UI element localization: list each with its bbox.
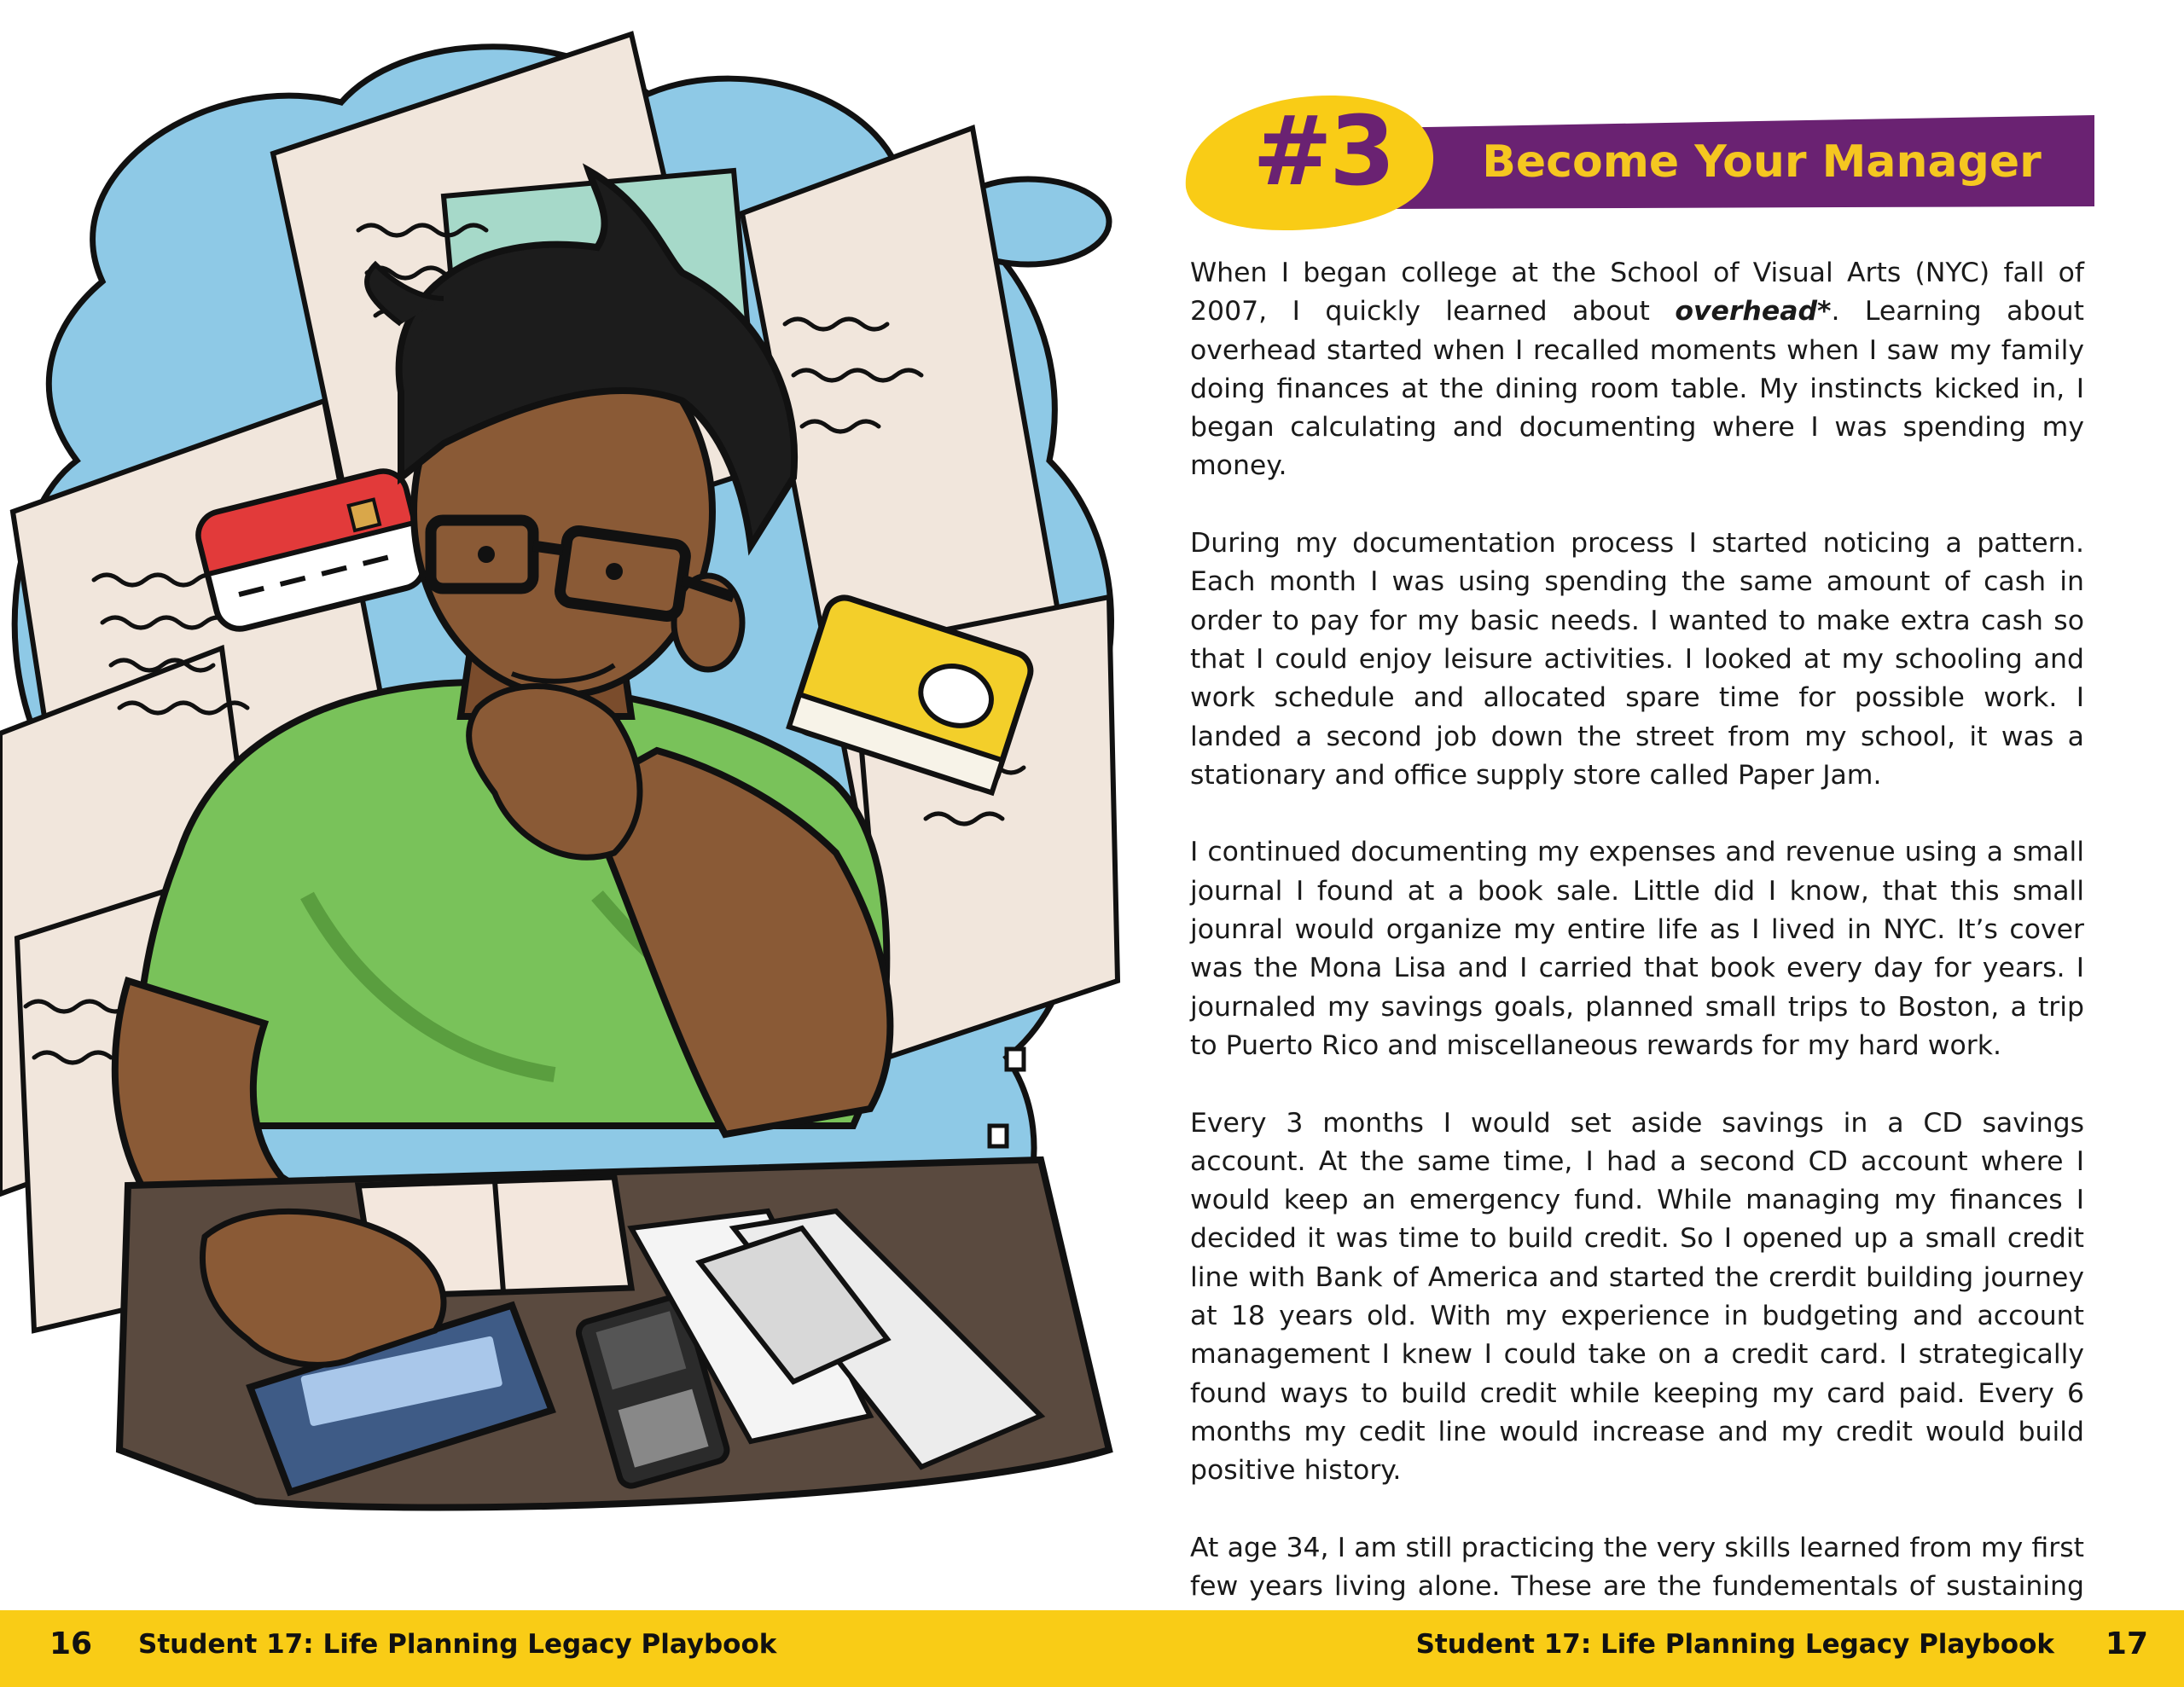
section-heading	[1173, 85, 2103, 239]
footer-title-left: Student 17: Life Planning Legacy Playbook	[138, 1629, 777, 1660]
page-number-right: 17	[2105, 1626, 2148, 1661]
illustration-student-budgeting	[0, 0, 1135, 1535]
paragraph-3: I continued documenting my expenses and revenue using a small journal I found at a book sale. Little did I know, that this small jounral would organize my entire life as I lived in NYC. It’s cover was the Mona Lisa and I carried that book every day for years. I journaled my savings goals, planned small trips to Boston, a trip to Puerto Rico and miscellaneous rewards for my hard work.	[1190, 837, 2084, 1061]
heading-number: #3	[1252, 96, 1392, 207]
article-body	[1190, 254, 2084, 1645]
paragraph-5: At age 34, I am still practicing the very skills learned from my first few years living alone. These are the fundementals of sustaining	[1190, 1532, 2084, 1603]
overhead-term: overhead*	[1675, 296, 1832, 328]
footer-bar	[0, 1610, 2184, 1687]
page-number-left: 16	[49, 1626, 93, 1661]
paragraph-4: Every 3 months I would set aside savings in a CD savings account. At the same time, I had a second CD account where I would keep an emergency fund. While managing my finances I decided it was time to build credit. So I opened up a small credit line with Bank of America and started the crerdit building journey at 18 years old. With my experience in budgeting and account management I knew I could take on a credit card. I strategically found ways to build credit while keeping my card paid. Every 6 months my cedit line would increase and my credit would build positive history.	[1190, 1107, 2084, 1487]
footer-title-right: Student 17: Life Planning Legacy Playbook	[1415, 1629, 2054, 1660]
heading-title: Become Your Manager	[1482, 136, 2042, 188]
paragraph-2: During my documentation process I started noticing a pattern. Each month I was using spending the same amount of cash in order to pay for my basic needs. I wanted to make extra cash so that I could enjoy leisure activities. I looked at my schooling and work schedule and allocated spare time for possible work. I landed a second job down the street from my school, it was a stationary and office supply store called Paper Jam.	[1190, 528, 2084, 791]
paragraph-1: When I began college at the School of Visual Arts (NYC) fall of 2007, I quickly learned about overhead*. Learning about overhead started when I recalled moments when I saw my family doing finances at the dining room table. My instincts kicked in, I began calculating and documenting where I was spending my money.	[1190, 258, 2084, 482]
